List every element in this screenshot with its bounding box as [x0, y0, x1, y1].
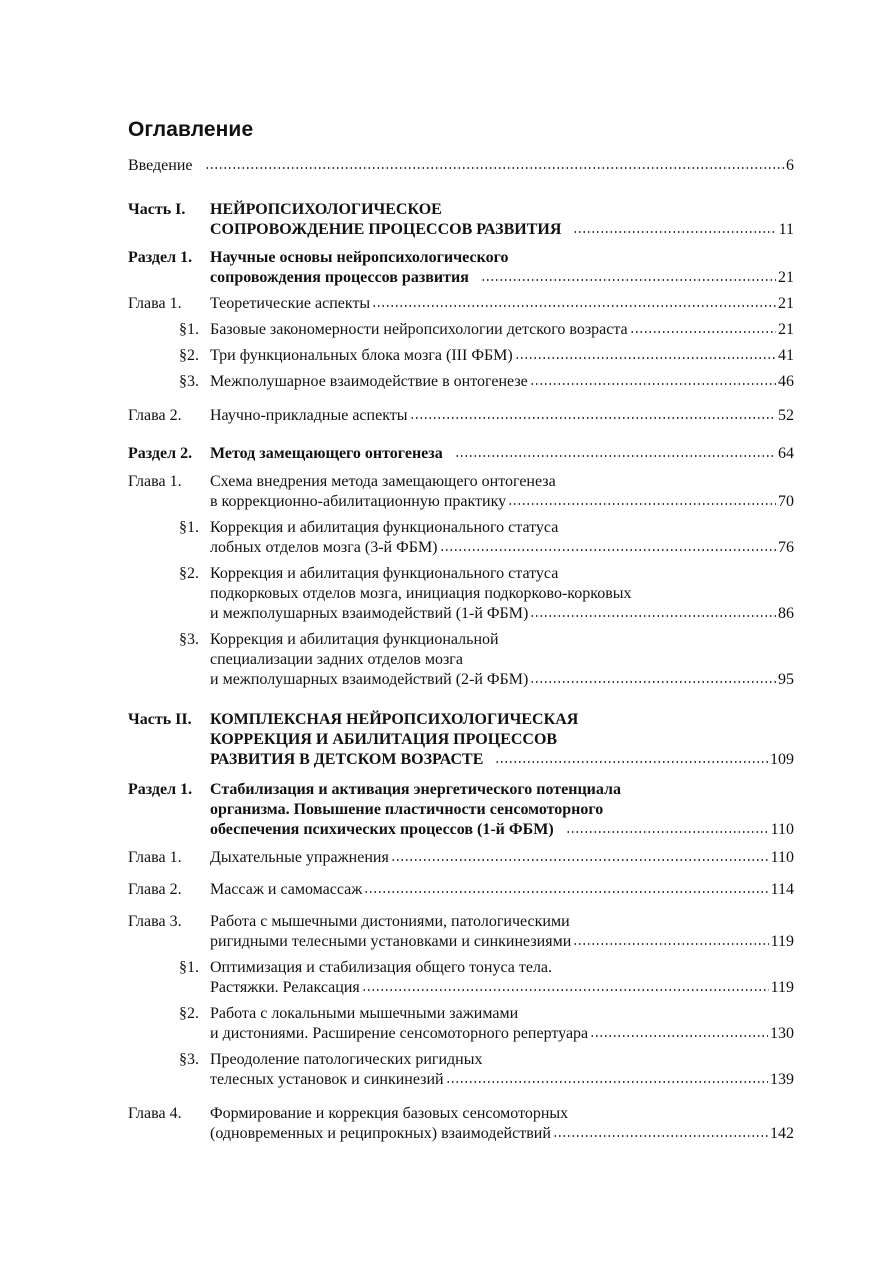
entry-label: Глава 2.	[128, 407, 182, 424]
toc-entry-part-2[interactable]	[128, 710, 794, 770]
entry-text: Работа с локальными мышечными зажимами	[210, 1005, 519, 1022]
entry-label: Раздел 1.	[128, 781, 193, 798]
entry-text: Растяжки. Релаксация	[210, 979, 360, 996]
dot-leader	[530, 383, 776, 385]
entry-label: §1.	[179, 959, 199, 976]
entry-text: специализации задних отделов мозга	[210, 651, 463, 668]
dot-leader	[372, 305, 776, 307]
entry-text: НЕЙРОПСИХОЛОГИЧЕСКОЕ	[210, 201, 442, 218]
dot-leader	[573, 231, 776, 233]
toc-entry-introduction[interactable]	[128, 156, 794, 176]
page-number: 109	[770, 751, 794, 768]
dot-leader	[630, 331, 776, 333]
toc-entry-chapter[interactable]	[128, 472, 794, 512]
toc-entry-paragraph[interactable]	[128, 1004, 794, 1044]
dot-leader	[362, 989, 769, 991]
entry-text: (одновременных и реципрокных) взаимодействий	[210, 1125, 551, 1142]
dot-leader	[573, 943, 768, 945]
entry-text: Коррекция и абилитация функциональной	[210, 631, 499, 648]
toc-heading: Оглавление	[128, 118, 254, 141]
dot-leader	[481, 279, 776, 281]
entry-text: и межполушарных взаимодействий (2-й ФБМ)	[210, 671, 529, 688]
entry-text: Три функциональных блока мозга (III ФБМ)	[210, 347, 513, 364]
entry-text: обеспечения психических процессов (1-й ФБМ)	[210, 821, 554, 838]
dot-leader	[440, 549, 777, 551]
page-number: 130	[770, 1025, 794, 1042]
entry-text: лобных отделов мозга (3-й ФБМ)	[210, 539, 438, 556]
toc-entry-paragraph[interactable]	[128, 1050, 794, 1090]
entry-text: Введение	[128, 157, 193, 174]
entry-label: §1.	[179, 519, 199, 536]
entry-label: Глава 4.	[128, 1105, 182, 1122]
dot-leader	[530, 615, 776, 617]
entry-label: §3.	[179, 1051, 199, 1068]
page-number: 142	[770, 1125, 794, 1142]
page-number: 21	[778, 321, 794, 338]
page-number: 76	[778, 539, 794, 556]
page-number: 41	[778, 347, 794, 364]
entry-text: и межполушарных взаимодействий (1-й ФБМ)	[210, 605, 529, 622]
entry-text: КОМПЛЕКСНАЯ НЕЙРОПСИХОЛОГИЧЕСКАЯ	[210, 711, 579, 728]
entry-text: КОРРЕКЦИЯ И АБИЛИТАЦИЯ ПРОЦЕССОВ	[210, 731, 558, 748]
entry-text: Коррекция и абилитация функционального статуса	[210, 519, 559, 536]
toc-entry-paragraph[interactable]	[128, 372, 794, 392]
dot-leader	[205, 167, 785, 169]
entry-text: и дистониями. Расширение сенсомоторного репертуара	[210, 1025, 589, 1042]
entry-text: организма. Повышение пластичности сенсомоторного	[210, 801, 604, 818]
entry-text: Массаж и самомассаж	[210, 881, 363, 898]
entry-label: Глава 2.	[128, 881, 182, 898]
entry-text: Преодоление патологических ригидных	[210, 1051, 483, 1068]
page-number: 114	[770, 881, 794, 898]
entry-label: §2.	[179, 347, 199, 364]
dot-leader	[410, 417, 777, 419]
entry-label: Раздел 2.	[128, 445, 193, 462]
entry-text: Межполушарное взаимодействие в онтогенезе	[210, 373, 528, 390]
entry-label: Глава 1.	[128, 473, 182, 490]
page-number: 52	[778, 407, 794, 424]
entry-label: Глава 1.	[128, 295, 182, 312]
toc-entry-paragraph[interactable]	[128, 958, 794, 998]
page-number: 70	[778, 493, 794, 510]
page-number: 110	[770, 849, 794, 866]
entry-text: Коррекция и абилитация функционального статуса	[210, 565, 559, 582]
entry-label: Глава 3.	[128, 913, 182, 930]
entry-text: Стабилизация и активация энергетического потенциала	[210, 781, 621, 798]
dot-leader	[553, 1135, 768, 1137]
dot-leader	[495, 761, 768, 763]
entry-label: §2.	[179, 565, 199, 582]
page-number: 119	[770, 979, 794, 996]
entry-text: Работа с мышечными дистониями, патологическими	[210, 913, 570, 930]
entry-text: Теоретические аспекты	[210, 295, 371, 312]
entry-text: Метод замещающего онтогенеза	[210, 445, 443, 462]
dot-leader	[590, 1035, 768, 1037]
toc-entry-part-1[interactable]	[128, 200, 794, 240]
page-number: 46	[778, 373, 794, 390]
toc-entry-chapter[interactable]	[128, 406, 794, 426]
toc-entry-section-2-1[interactable]	[128, 780, 794, 840]
toc-entry-paragraph[interactable]	[128, 564, 794, 624]
entry-label: §3.	[179, 631, 199, 648]
dot-leader	[391, 859, 769, 861]
toc-entry-chapter[interactable]	[128, 880, 794, 900]
page-number: 95	[778, 671, 794, 688]
dot-leader	[530, 681, 776, 683]
entry-text: Схема внедрения метода замещающего онтогенеза	[210, 473, 556, 490]
page-number: 119	[770, 933, 794, 950]
toc-entry-section-1-2[interactable]	[128, 444, 794, 464]
dot-leader	[566, 831, 769, 833]
entry-label: Часть I.	[128, 201, 186, 218]
toc-entry-paragraph[interactable]	[128, 320, 794, 340]
toc-entry-chapter[interactable]	[128, 912, 794, 952]
entry-text: Формирование и коррекция базовых сенсомоторных	[210, 1105, 569, 1122]
toc-entry-section-1-1[interactable]	[128, 248, 794, 288]
toc-entry-paragraph[interactable]	[128, 518, 794, 558]
dot-leader	[364, 891, 768, 893]
toc-entry-chapter[interactable]	[128, 294, 794, 314]
entry-label: §1.	[179, 321, 199, 338]
entry-text: телесных установок и синкинезий	[210, 1071, 444, 1088]
entry-text: РАЗВИТИЯ В ДЕТСКОМ ВОЗРАСТЕ	[210, 751, 484, 768]
entry-label: §3.	[179, 373, 199, 390]
entry-label: Раздел 1.	[128, 249, 193, 266]
entry-text: СОПРОВОЖДЕНИЕ ПРОЦЕССОВ РАЗВИТИЯ	[210, 221, 562, 238]
entry-text: подкорковых отделов мозга, инициация подкорково-корковых	[210, 585, 632, 602]
page-number: 110	[770, 821, 794, 838]
toc-entry-chapter[interactable]	[128, 1104, 794, 1144]
dot-leader	[446, 1081, 768, 1083]
entry-text: ригидными телесными установками и синкинезиями	[210, 933, 572, 950]
entry-text: в коррекционно-абилитационную практику	[210, 493, 507, 510]
entry-label: §2.	[179, 1005, 199, 1022]
toc-entry-chapter[interactable]	[128, 848, 794, 868]
dot-leader	[508, 503, 776, 505]
entry-label: Часть II.	[128, 711, 192, 728]
page-number: 86	[778, 605, 794, 622]
dot-leader	[515, 357, 776, 359]
entry-text: Научно-прикладные аспекты	[210, 407, 408, 424]
page-number: 64	[778, 445, 794, 462]
entry-label: Глава 1.	[128, 849, 182, 866]
entry-text: Базовые закономерности нейропсихологии детского возраста	[210, 321, 628, 338]
toc-entry-paragraph[interactable]	[128, 630, 794, 690]
entry-text: Оптимизация и стабилизация общего тонуса тела.	[210, 959, 553, 976]
entry-text: Дыхательные упражнения	[210, 849, 389, 866]
page-number: 139	[770, 1071, 794, 1088]
dot-leader	[455, 455, 776, 457]
page-number: 21	[778, 269, 794, 286]
page-number: 6	[786, 157, 794, 174]
toc-entry-paragraph[interactable]	[128, 346, 794, 366]
page-number: 21	[778, 295, 794, 312]
entry-text: сопровождения процессов развития	[210, 269, 469, 286]
page-number: 11	[778, 221, 794, 238]
entry-text: Научные основы нейропсихологического	[210, 249, 509, 266]
